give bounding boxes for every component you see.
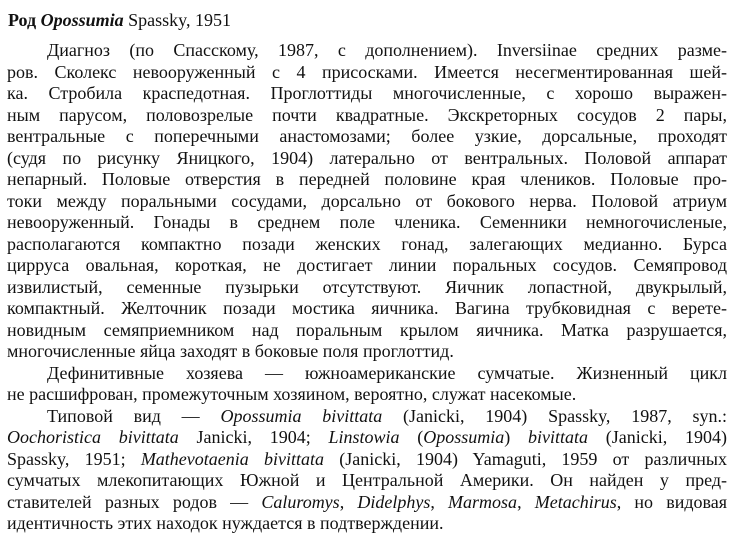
- paragraph-type-species: [7, 406, 727, 535]
- text-run: (: [399, 427, 424, 447]
- italic-taxon: bivittata: [528, 427, 589, 447]
- italic-taxon: Caluromys: [261, 491, 340, 512]
- text-run: новидным семяприемником над поральным крылом яичника. Матка разрушается,: [7, 319, 727, 340]
- document-body: [7, 40, 727, 535]
- paragraph-diagnosis: [7, 40, 727, 363]
- text-run: (Janicki, 1904): [588, 427, 727, 447]
- paragraph-hosts: [7, 363, 727, 406]
- text-run: цирруса овальная, короткая, не достигает линии поральных сосудов. Семяпровод: [7, 255, 727, 275]
- italic-taxon: Opossumia bivittata: [220, 405, 383, 426]
- text-run: Дефинитивные хозяева — южноамериканские сумчатые. Жизненный цикл: [47, 362, 727, 383]
- italic-taxon: Marmosa: [448, 491, 518, 512]
- text-run: токи между поральными сосудами, дорсально от бокового нерва. Половой атриум: [7, 190, 727, 211]
- text-line: [7, 62, 727, 84]
- text-run: ): [504, 427, 529, 447]
- genus-heading: [8, 10, 231, 31]
- italic-taxon: Oochoristica bivittata: [7, 427, 179, 447]
- text-run: ,: [339, 491, 358, 512]
- text-line: [7, 513, 727, 535]
- text-line: [7, 83, 727, 105]
- text-run: сумчатых млекопитающих Южной и Центральной Америки. Он найден у пред-: [7, 470, 727, 490]
- text-line: [7, 449, 727, 471]
- text-run: ,: [517, 491, 535, 512]
- text-line: [7, 105, 727, 127]
- text-run: (Janicki, 1904) Spassky, 1987, syn.:: [382, 405, 727, 426]
- text-run: Janicki, 1904;: [178, 427, 329, 447]
- text-line: [7, 234, 727, 256]
- text-run: ставителей разных родов —: [7, 491, 262, 512]
- text-run: ным парусом, половозрелые почти квадратные. Экскреторных сосудов 2 пары,: [7, 104, 727, 125]
- heading-author: Spassky, 1951: [128, 10, 232, 30]
- text-line: [7, 406, 727, 428]
- text-run: идентичность этих находок нуждается в подтверждении.: [7, 513, 444, 533]
- italic-taxon: Metachirus: [534, 491, 617, 512]
- italic-taxon: Linstowia: [328, 427, 400, 447]
- text-run: , но видовая: [616, 491, 728, 512]
- text-line: [7, 470, 727, 492]
- text-run: (Janicki, 1904) Yamaguti, 1959 от различных: [324, 448, 728, 469]
- text-run: многочисленные яйца заходят в боковые поля проглоттид.: [7, 341, 454, 361]
- text-run: располагаются компактно позади женских гонад, залегающих медианно. Бурса: [7, 233, 727, 254]
- text-run: ров. Сколекс невооруженный с 4 присосками. Имеется несегментированная шей-: [7, 61, 727, 82]
- italic-taxon: Didelphys: [357, 491, 431, 512]
- text-line: [7, 126, 727, 148]
- text-line: [7, 298, 727, 320]
- text-line: [7, 212, 727, 234]
- text-line: [7, 492, 727, 514]
- text-run: не расшифрован, промежуточным хозяином, вероятно, служат насекомые.: [7, 384, 577, 404]
- italic-taxon: Mathevotaenia bivittata: [140, 448, 325, 469]
- heading-genus: Opossumia: [40, 10, 124, 30]
- text-line: [7, 427, 727, 449]
- text-run: Spassky, 1951;: [7, 448, 141, 469]
- text-run: невооруженный. Гонады в среднем поле членика. Семенники немногочисленые,: [7, 212, 727, 232]
- text-run: компактный. Желточник позади мостика яичника. Вагина трубковидная с верете-: [7, 298, 727, 318]
- text-line: [7, 384, 727, 406]
- text-run: ,: [430, 491, 449, 512]
- italic-taxon: Opossumia: [423, 427, 505, 447]
- text-line: [7, 341, 727, 363]
- text-line: [7, 277, 727, 299]
- text-line: [7, 255, 727, 277]
- text-line: [7, 169, 727, 191]
- text-run: Типовой вид —: [47, 405, 221, 426]
- text-line: [7, 363, 727, 385]
- text-run: извилистый, семенные пузырьки отсутствуют. Яичник лопастной, двукрылый,: [7, 276, 727, 297]
- text-run: Диагноз (по Спасскому, 1987, с дополнением). Inversiinae средних разме-: [47, 40, 727, 60]
- text-run: ка. Стробила краспедотная. Проглоттиды многочисленные, с хорошо выражен-: [7, 83, 727, 103]
- heading-prefix: Род: [8, 10, 37, 30]
- text-run: вентральные с поперечными анастомозами; более узкие, дорсальные, проходят: [7, 126, 727, 146]
- text-line: [7, 40, 727, 62]
- text-line: [7, 191, 727, 213]
- text-run: непарный. Половые отверстия в передней половине края члеников. Половые про-: [7, 169, 727, 189]
- text-line: [7, 148, 727, 170]
- text-run: (судя по рисунку Яницкого, 1904) латерально от вентральных. Половой аппарат: [7, 147, 727, 168]
- text-line: [7, 320, 727, 342]
